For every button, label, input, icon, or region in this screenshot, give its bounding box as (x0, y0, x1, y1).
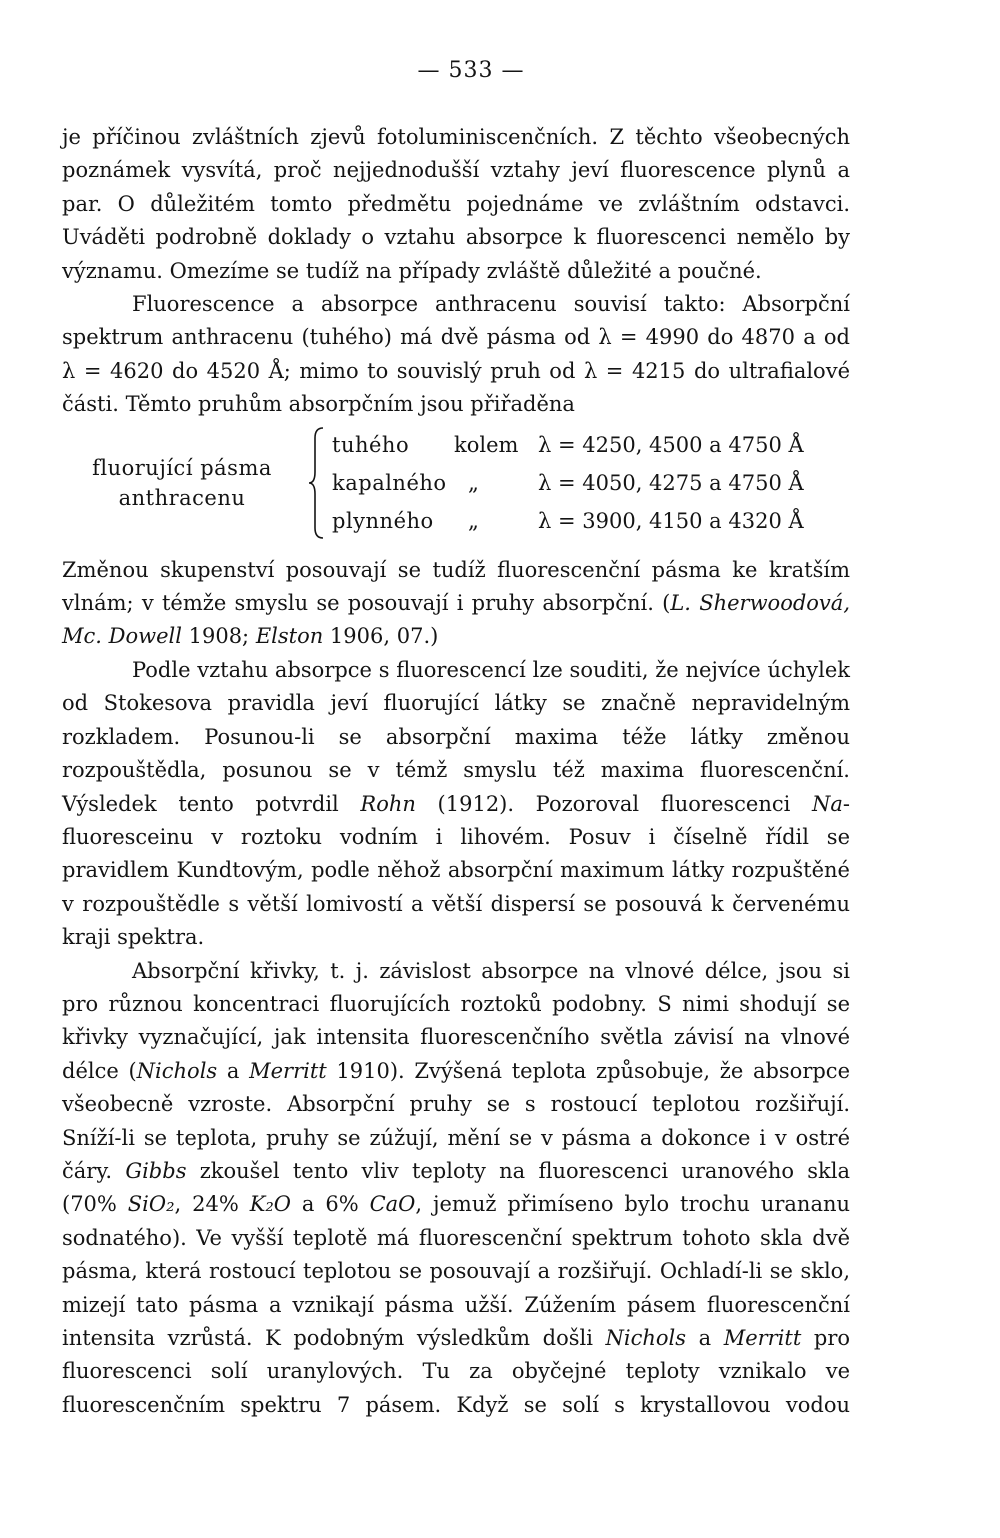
p5-author-3: Gibbs (125, 1158, 187, 1183)
p5-text-b: a (217, 1058, 250, 1083)
row-values-liquid: λ = 4050, 4275 a 4750 Å (538, 470, 804, 495)
p5-text-h: a (686, 1326, 724, 1350)
p5-author-1: Nichols (136, 1058, 218, 1083)
page-body (62, 121, 850, 1422)
p4-author-1: Rohn (360, 791, 416, 816)
row-state-gas: plynného (332, 508, 434, 533)
p5-text-i: pro fluorescenci solí uranylových. Tu za obyčejné teploty vznikalo ve fluorescenčním spektru 7 pásem. Když se solí s krystallovou vodou (62, 1326, 850, 1417)
p5-author-4: Nichols (605, 1326, 687, 1350)
p3-text-b: 1908; (181, 624, 256, 649)
p4-text-a: Podle vztahu absorpce s fluorescencí lze souditi, že nejvíce úchylek od Stokesova pravidla jeví fluorující látky se značně nepravidelným rozkladem. Posunou-li se absorpční maxima téže látky změnou rozpouštědla, posunou se v témž smyslu též maxima fluorescenční. Výsledek tento potvrdil (62, 657, 850, 816)
paragraph-3 (62, 554, 850, 654)
paragraph-1: je příčinou zvláštních zjevů fotoluminiscenčních. Z těchto všeobecných poznámek vysvítá, proč nejjednodušší vztahy jeví fluorescence plynů a par. O důležitém tomto předmětu pojednáme ve zvláštním odstavci. Uváděti podrobně doklady o vztahu absorpce k fluorescenci nemělo by významu. Omezíme se tudíž na případy zvláště důležité a poučné. (62, 125, 850, 283)
row-state-solid: tuhého (332, 432, 410, 457)
brace-svg (307, 426, 327, 540)
p4-text-b: (1912). Pozoroval fluorescenci (415, 791, 812, 816)
p3-text-a: Změnou skupenství posouvají se tudíž fluorescenční pásma ke kratším vlnám; v témže smyslu se posouvají i pruhy absorpční. ( (62, 557, 850, 616)
p3-text-c: 1906, 07.) (323, 624, 439, 649)
p5-chem-3: CaO (369, 1192, 416, 1217)
row-values-solid: λ = 4250, 4500 a 4750 Å (538, 432, 804, 457)
p4-chem-1: Na (811, 791, 843, 816)
page-number: — 533 — (417, 58, 525, 83)
p5-text-a: Absorpční křivky, t. j. závislost absorpce na vlnové délce, jsou si pro různou koncentraci fluorujících roztoků podobny. S nimi shodují se křivky vyznačující, jak intensita fluorescenčního světla závisí na vlnové délce ( (62, 958, 850, 1083)
row-state-liquid: kapalného (332, 470, 447, 495)
curly-brace-icon (302, 426, 332, 540)
p4-text-c: -fluoresceinu v roztoku vodním i lihovém. Posuv i číselně řídil se pravidlem Kundtovým, podle něhož absorpční maximum látky rozpuštěné v rozpouštědle s větší lomivostí a větší dispersí se posouvá k červenému kraji spektra. (62, 791, 850, 950)
p3-author-1: L. Sherwoodová, Mc. Dowell (62, 591, 850, 649)
paragraph-5 (62, 955, 850, 1423)
p5-author-2: Merritt (249, 1058, 327, 1083)
row-around-solid: kolem (454, 432, 519, 457)
paragraph-2: Fluorescence a absorpce anthracenu souvisí takto: Absorpční spektrum anthracenu (tuhého) má dvě pásma od λ = 4990 do 4870 a od λ = 4620 do 4520 Å; mimo to souvislý pruh od λ = 4215 do ultrafialové části. Těmto pruhům absorpčním jsou přiřaděna (62, 292, 850, 417)
row-values-gas: λ = 3900, 4150 a 4320 Å (538, 508, 804, 533)
p5-text-f: a 6% (291, 1192, 370, 1217)
p5-chem-2: K₂O (249, 1192, 292, 1217)
bands-table-label: fluorující pásma anthracenu (92, 455, 272, 510)
p5-text-c: 1910). Zvýšená teplota způsobuje, že absorpce všeobecně vzroste. Absorpční pruhy se s rostoucí teplotou rozšiřují. Sníží-li se teplota, pruhy se zúžují, mění se v pásma a dokonce i v ostré čáry. (62, 1058, 850, 1183)
row-around-liquid: „ (468, 470, 479, 495)
row-around-gas: „ (468, 508, 479, 533)
p5-text-d: zkoušel tento vliv teploty na fluorescenci uranového skla (70% (62, 1158, 850, 1217)
p5-text-e: , 24% (174, 1192, 250, 1217)
p5-author-5: Merritt (723, 1326, 802, 1350)
paragraph-4 (62, 654, 850, 955)
p5-text-g: , jemuž přimíseno bylo trochu urananu sodnatého). Ve vyšší teplotě má fluorescenční spektrum tohoto skla dvě pásma, která rostoucí teplotou se posouvají a rozšiřují. Ochladí-li se sklo, mizejí tato pásma a vznikají pásma užší. Zúžením pásem fluorescenční intensita vzrůstá. K podobným výsledkům došli (62, 1192, 851, 1350)
p5-chem-1: SiO₂ (127, 1192, 175, 1217)
p3-author-2: Elston (255, 624, 324, 649)
bands-table (62, 426, 850, 540)
